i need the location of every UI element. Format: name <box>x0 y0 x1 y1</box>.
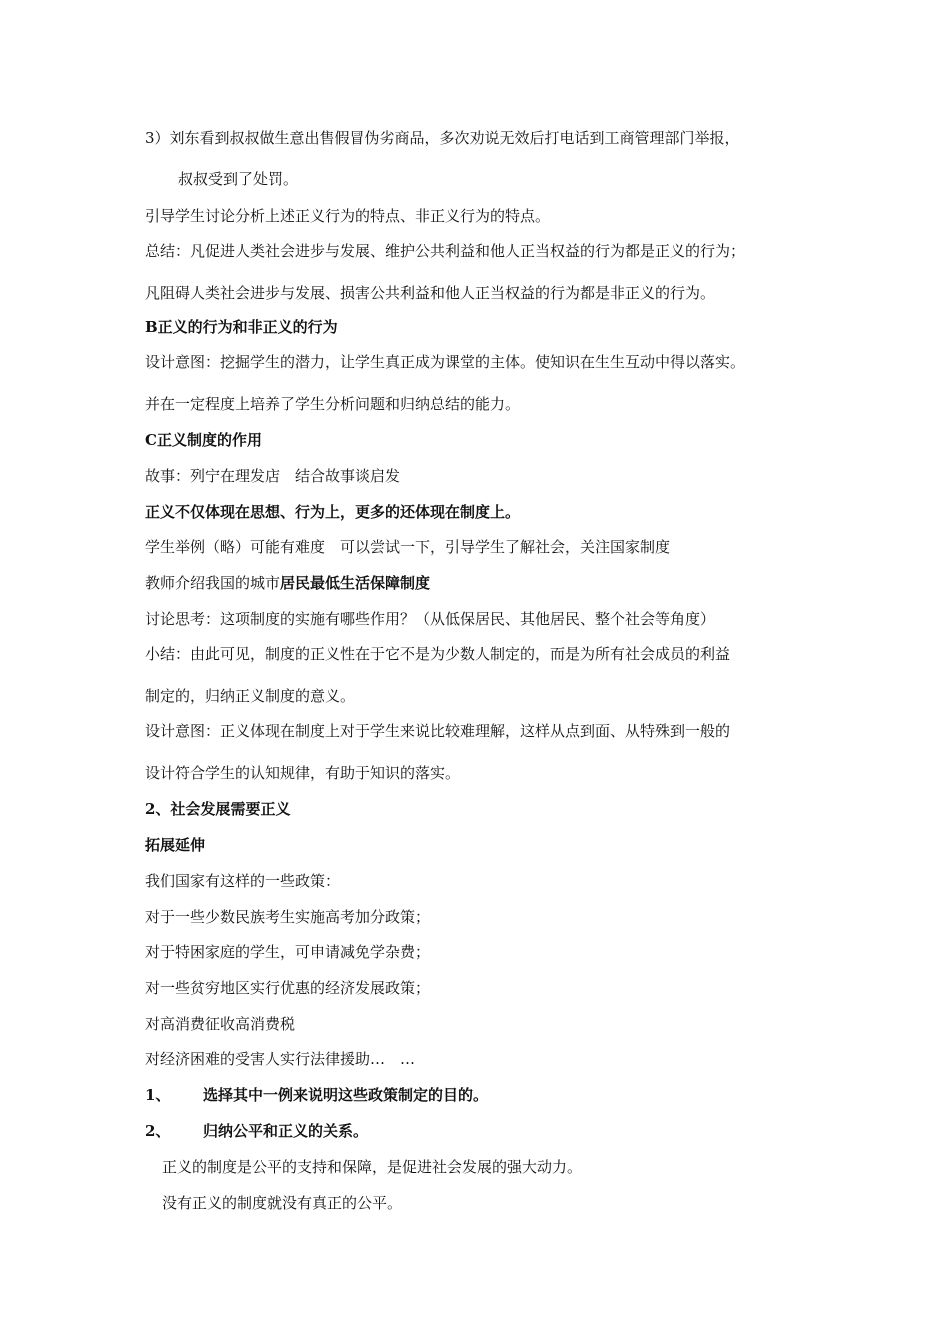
text-line: 引导学生讨论分析上述正义行为的特点、非正义行为的特点。 <box>145 207 551 225</box>
key-point: 正义不仅体现在思想、行为上，更多的还体现在制度上。 <box>145 503 521 521</box>
text-line: 没有正义的制度就没有真正的公平。 <box>162 1194 403 1212</box>
text-line: 设计意图：正义体现在制度上对于学生来说比较难理解，这样从点到面、从特殊到一般的 <box>145 722 731 740</box>
text-span: 教师介绍我国的城市 <box>145 574 281 592</box>
bold-term: 居民最低生活保障制度 <box>280 574 431 592</box>
text-line: 讨论思考：这项制度的实施有哪些作用？（从低保居民、其他居民、整个社会等角度） <box>145 610 716 628</box>
list-item: 对高消费征收高消费税 <box>145 1015 296 1033</box>
text-line: 制定的，归纳正义制度的意义。 <box>145 687 356 705</box>
text-line: 我们国家有这样的一些政策： <box>145 872 341 890</box>
question-text: 归纳公平和正义的关系。 <box>203 1122 369 1140</box>
section-heading: B正义的行为和非正义的行为 <box>145 318 338 336</box>
text-line: 设计符合学生的认知规律，有助于知识的落实。 <box>145 764 461 782</box>
question-number: 2、 <box>145 1122 171 1140</box>
text-line: 正义的制度是公平的支持和保障，是促进社会发展的强大动力。 <box>162 1158 583 1176</box>
section-heading: 2、社会发展需要正义 <box>145 800 291 818</box>
list-item: 对于一些少数民族考生实施高考加分政策； <box>145 908 431 926</box>
text-line <box>145 573 835 593</box>
question-number: 1、 <box>145 1086 171 1104</box>
text-line: 叔叔受到了处罚。 <box>178 170 299 188</box>
list-item: 对于特困家庭的学生，可申请减免学杂费； <box>145 943 431 961</box>
numbered-question <box>145 1085 835 1105</box>
text-line: 并在一定程度上培养了学生分析问题和归纳总结的能力。 <box>145 395 521 413</box>
text-line: 3）刘东看到叔叔做生意出售假冒伪劣商品，多次劝说无效后打电话到工商管理部门举报， <box>145 129 740 147</box>
text-line: 总结：凡促进人类社会进步与发展、维护公共利益和他人正当权益的行为都是正义的行为； <box>145 242 746 260</box>
question-text: 选择其中一例来说明这些政策制定的目的。 <box>203 1086 489 1104</box>
section-heading: C正义制度的作用 <box>145 431 262 449</box>
text-line: 故事：列宁在理发店 结合故事谈启发 <box>145 467 401 485</box>
text-line: 设计意图：挖掘学生的潜力，让学生真正成为课堂的主体。使知识在生生互动中得以落实。 <box>145 353 746 371</box>
numbered-question <box>145 1121 835 1141</box>
text-line: 小结：由此可见，制度的正义性在于它不是为少数人制定的，而是为所有社会成员的利益 <box>145 645 731 663</box>
list-item: 对经济困难的受害人实行法律援助… … <box>145 1050 416 1068</box>
section-heading: 拓展延伸 <box>145 836 206 854</box>
list-item: 对一些贫穷地区实行优惠的经济发展政策； <box>145 979 431 997</box>
text-line: 凡阻碍人类社会进步与发展、损害公共利益和他人正当权益的行为都是非正义的行为。 <box>145 284 716 302</box>
text-line: 学生举例（略）可能有难度 可以尝试一下，引导学生了解社会，关注国家制度 <box>145 538 671 556</box>
